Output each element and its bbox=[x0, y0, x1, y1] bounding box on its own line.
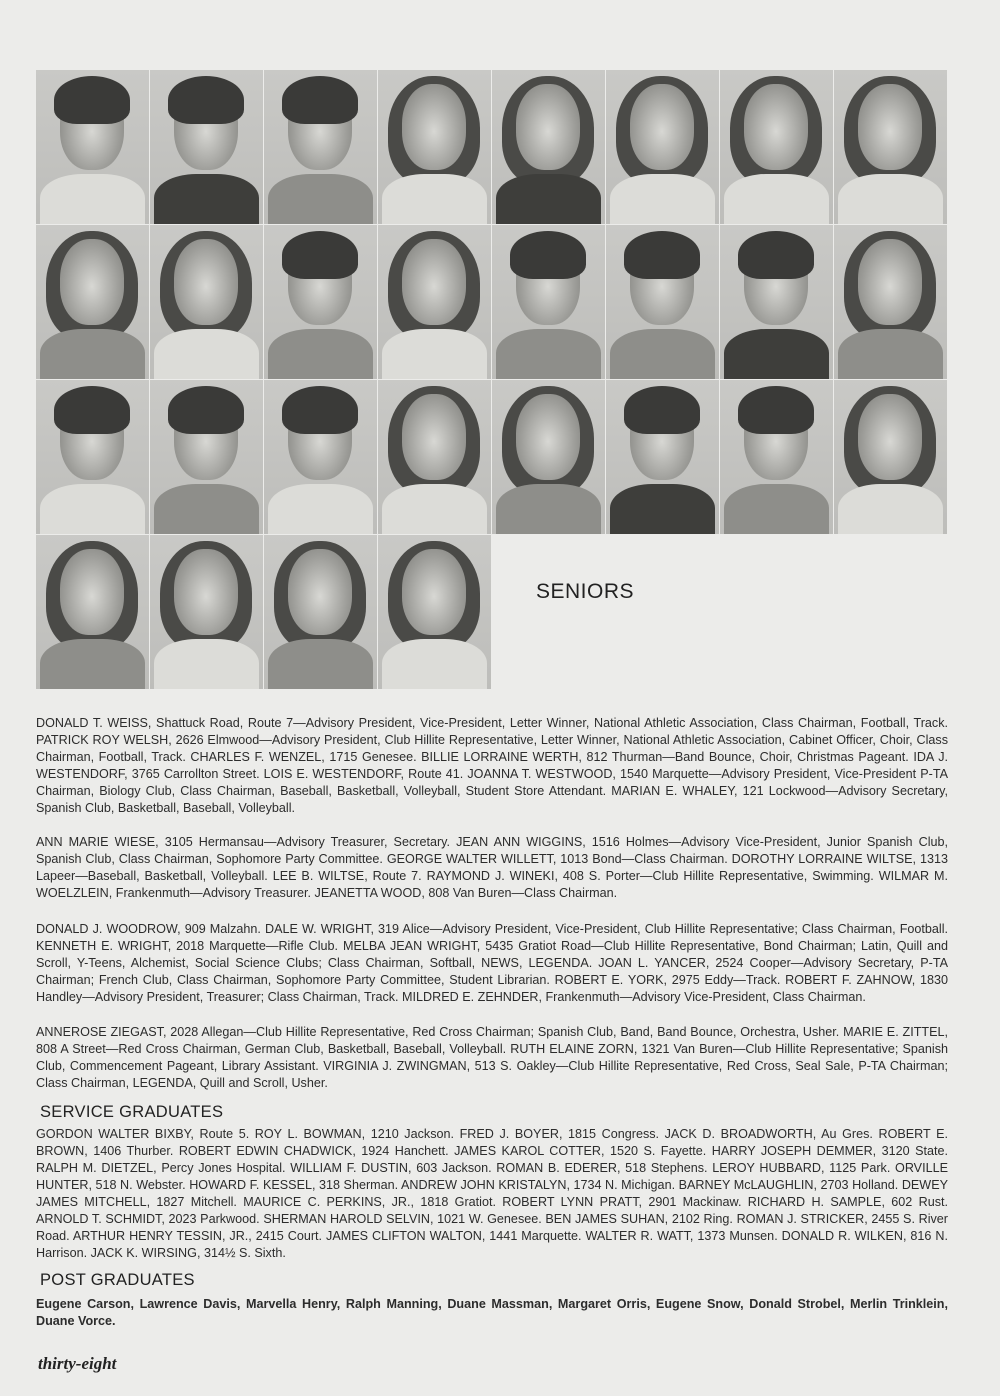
portrait-photo bbox=[378, 70, 491, 224]
bio-paragraph: DONALD T. WEISS, Shattuck Road, Route 7—Advisory President, Vice-President, Letter Winner, National Athletic Association, Class Chairman, Football, Track. PATRICK ROY WELSH, 2626 Elmwood—Advisory President, Club Hillite Representative, Letter Winner, National Athletic Association, Cabinet Officer, Choir, Class Chairman, Football, Track. CHARLES F. WENZEL, 1715 Genesee. BILLIE LORRAINE WERTH, 812 Thurman—Band Bounce, Choir, Christmas Pageant. IDA J. WESTENDORF, 3765 Carrollton Street. LOIS E. WESTENDORF, Route 41. JOANNA T. WESTWOOD, 1540 Marquette—Advisory President, Vice-President P-TA Chairman, Biology Club, Class Chairman, Baseball, Basketball, Volleyball, Student Store Attendant. MARIAN E. WHALEY, 121 Lockwood—Advisory Secretary, Spanish Club, Basketball, Baseball, Volleyball. bbox=[36, 716, 948, 815]
portrait-photo bbox=[150, 380, 263, 534]
portrait-photo bbox=[834, 380, 947, 534]
portrait-photo bbox=[606, 380, 719, 534]
portrait-photo bbox=[378, 535, 491, 689]
portrait-photo bbox=[492, 70, 605, 224]
portrait-photo bbox=[606, 225, 719, 379]
portrait-photo bbox=[264, 225, 377, 379]
portrait-photo bbox=[264, 380, 377, 534]
section-title: SENIORS bbox=[536, 580, 635, 603]
portrait-photo bbox=[606, 70, 719, 224]
portrait-photo bbox=[720, 225, 833, 379]
bio-paragraph: ANNEROSE ZIEGAST, 2028 Allegan—Club Hillite Representative, Red Cross Chairman; Spanish Club, Band, Band Bounce, Orchestra, Usher. MARIE E. ZITTEL, 808 A Street—Red Cross Chairman, German Club, Basketball, Baseball, Volleyball. RUTH ELAINE ZORN, 1321 Van Buren—Club Hillite Representative; Spanish Club, Commencement Pageant, Library Assistant. VIRGINIA J. ZWINGMAN, 513 S. Oakley—Club Hillite Representative, Red Cross, Seal Sale, P-TA Chairman; Class Chairman, LEGENDA, Quill and Scroll, Usher. bbox=[36, 1025, 948, 1090]
portrait-row bbox=[36, 225, 948, 379]
portrait-photo bbox=[264, 535, 377, 689]
portrait-photo bbox=[36, 225, 149, 379]
portrait-grid bbox=[36, 70, 948, 690]
portrait-photo bbox=[264, 70, 377, 224]
portrait-photo bbox=[720, 70, 833, 224]
portrait-photo bbox=[150, 535, 263, 689]
portrait-photo bbox=[378, 225, 491, 379]
portrait-row bbox=[36, 70, 948, 224]
bio-paragraph: DONALD J. WOODROW, 909 Malzahn. DALE W. WRIGHT, 319 Alice—Advisory President, Vice-President, Club Hillite Representative; Class Chairman, Football. KENNETH E. WRIGHT, 2018 Marquette—Rifle Club. MELBA JEAN WRIGHT, 5435 Gratiot Road—Club Hillite Representative, Bond Chairman; Latin, Quill and Scroll, Y-Teens, Alchemist, Social Science Clubs; Class Chairman, Softball, NEWS, LEGENDA. JOAN L. YANCER, 2524 Cooper—Advisory Secretary, P-TA Chairman; French Club, Class Chairman, Sophomore Party Committee, Student Librarian. ROBERT E. YORK, 2975 Eddy—Track. ROBERT F. ZAHNOW, 1830 Handley—Advisory President, Treasurer; Class Chairman, Track. MILDRED E. ZEHNDER, Frankenmuth—Advisory Vice-President, Class Chairman. bbox=[36, 922, 948, 1004]
portrait-photo bbox=[36, 380, 149, 534]
portrait-photo bbox=[150, 225, 263, 379]
service-graduates-heading: SERVICE GRADUATES bbox=[40, 1103, 224, 1121]
service-graduates-list: GORDON WALTER BIXBY, Route 5. ROY L. BOWMAN, 1210 Jackson. FRED J. BOYER, 1815 Congress. JACK D. BROADWORTH, Au Gres. ROBERT E. BROWN, 1406 Thurber. ROBERT EDWIN CHADWICK, 1924 Hanchett. JAMES KAROL COTTER, 1520 S. Fayette. HARRY JOSEPH DEMMER, 3120 State. RALPH M. DIETZEL, Percy Jones Hospital. WILLIAM F. DUSTIN, 603 Jackson. ROMAN B. EDERER, 518 Stephens. LEROY HUBBARD, 1125 Park. ORVILLE HUNTER, 518 N. Webster. HOWARD F. KESSEL, 318 Sherman. ANDREW JOHN KRISTALYN, 1734 N. Michigan. BARNEY McLAUGHLIN, 2703 Holland. DEWEY JAMES MITCHELL, 1827 Mitchell. MAURICE C. PERKINS, JR., 1818 Gratiot. ROBERT LYNN PRATT, 2901 Mackinaw. RICHARD H. SAMPLE, 602 Rust. ARNOLD T. SCHMIDT, 2023 Parkwood. SHERMAN HAROLD SELVIN, 1021 W. Genesee. BEN JAMES SUHAN, 2102 Ring. ROMAN J. STRICKER, 2455 S. River Road. ARTHUR HENRY TESSIN, JR., 2415 Court. JAMES CLIFTON WALTON, 1441 Marquette. WALTER R. WATT, 1373 Munsen. DONALD R. WILKEN, 816 N. Harrison. JACK K. WIRSING, 314½ S. Sixth. bbox=[36, 1127, 948, 1260]
portrait-photo bbox=[36, 535, 149, 689]
portrait-photo bbox=[834, 70, 947, 224]
portrait-row bbox=[36, 380, 948, 534]
post-graduates-list: Eugene Carson, Lawrence Davis, Marvella Henry, Ralph Manning, Duane Massman, Margaret Orris, Eugene Snow, Donald Strobel, Merlin Trinklein, Duane Vorce. bbox=[36, 1297, 948, 1328]
portrait-photo bbox=[492, 225, 605, 379]
bio-paragraph: ANN MARIE WIESE, 3105 Hermansau—Advisory Treasurer, Secretary. JEAN ANN WIGGINS, 1516 Holmes—Advisory Vice-President, Junior Spanish Club, Spanish Club, Class Chairman, Sophomore Party Committee. GEORGE WALTER WILLETT, 1013 Bond—Class Chairman. DOROTHY LORRAINE WILTSE, 1313 Lapeer—Baseball, Basketball, Volleyball. LEE B. WILTSE, Route 7. RAYMOND J. WINEKI, 408 S. Porter—Club Hillite Representative, Swimming. WILMAR M. WOELZLEIN, Frankenmuth—Advisory Treasurer. JEANETTA WOOD, 808 Van Buren—Class Chairman. bbox=[36, 835, 948, 900]
portrait-photo bbox=[492, 380, 605, 534]
portrait-photo bbox=[720, 380, 833, 534]
portrait-row bbox=[36, 535, 948, 689]
portrait-photo bbox=[36, 70, 149, 224]
page-number: thirty-eight bbox=[38, 1354, 117, 1373]
portrait-photo bbox=[378, 380, 491, 534]
portrait-photo bbox=[150, 70, 263, 224]
post-graduates-heading: POST GRADUATES bbox=[40, 1271, 195, 1289]
portrait-photo bbox=[834, 225, 947, 379]
